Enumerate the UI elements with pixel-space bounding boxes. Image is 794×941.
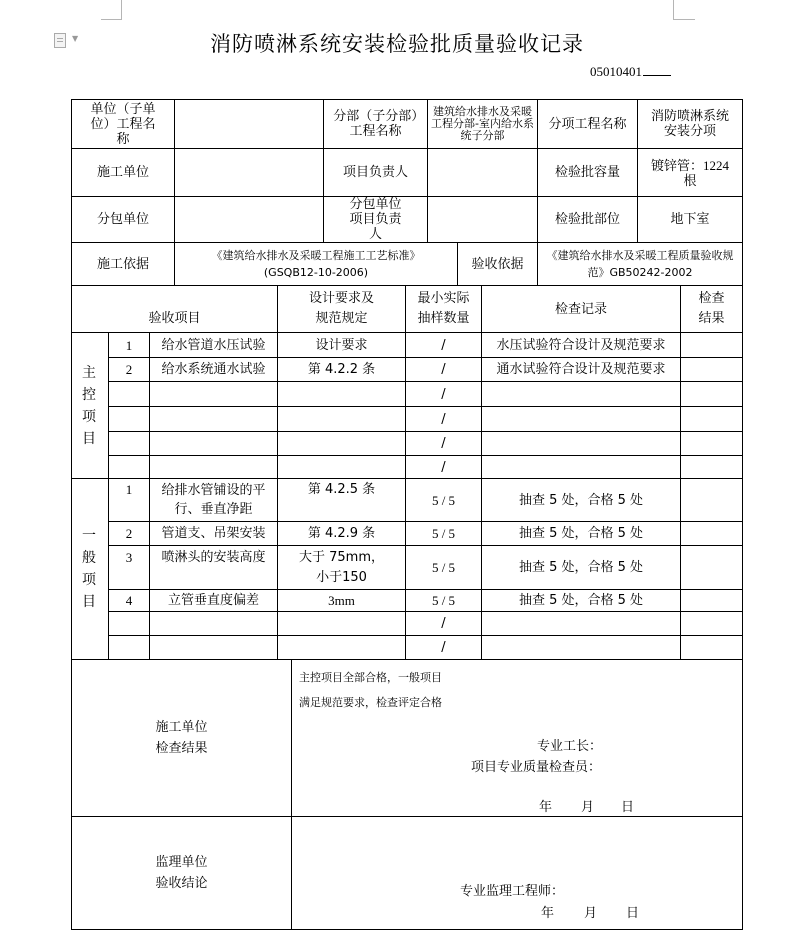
foreman-label: 专业工长： <box>537 739 603 754</box>
main-row-2-design: 第 4.2.2 条 <box>307 362 376 377</box>
main-row-1-result[interactable] <box>681 333 742 357</box>
general-row-3-sample: 5 / 5 <box>431 560 456 575</box>
crop-mark <box>673 19 695 20</box>
main-row-1-design: 设计要求 <box>315 337 368 353</box>
main-row-6-sample: / <box>441 459 446 475</box>
construction-basis-label: 施工依据 <box>96 256 149 272</box>
crop-mark <box>101 19 121 20</box>
column-result: 检查结果 <box>698 291 725 326</box>
sub-project-manager-label: 分包单位项目负责人 <box>349 197 402 242</box>
project-manager-label: 项目负责人 <box>342 165 408 180</box>
batch-location-value[interactable]: 地下室 <box>670 212 710 227</box>
general-row-3-no: 3 <box>125 549 133 565</box>
general-row-1-sample: 5 / 5 <box>431 492 456 508</box>
unit-name-value[interactable] <box>175 100 323 148</box>
crop-mark <box>673 0 674 20</box>
general-row-1-design: 第 4.2.5 条 <box>307 481 376 497</box>
subcontractor-value[interactable] <box>175 197 323 242</box>
general-row-2-no: 2 <box>125 526 133 541</box>
general-row-5-sample: / <box>441 616 446 631</box>
page-title: 消防喷淋系统安装检验批质量验收记录 <box>210 32 584 56</box>
main-control-label: 主控项目 <box>82 364 96 447</box>
general-items-label: 一般项目 <box>82 528 96 610</box>
acceptance-basis-value[interactable]: 《建筑给水排水及采暖工程质量验收规范》GB50242-2002 <box>546 249 734 279</box>
main-row-1-sample: / <box>441 337 446 353</box>
general-row-2-design: 第 4.2.9 条 <box>307 526 376 541</box>
grid-line <box>291 659 292 930</box>
construction-check-label: 施工单位检查结果 <box>155 720 208 756</box>
general-row-3-design: 大于 75mm，小于150 <box>298 549 384 585</box>
general-row-3-result[interactable] <box>681 546 742 589</box>
general-row-2-record[interactable]: 抽查 5 处，合格 5 处 <box>518 526 644 541</box>
general-row-1-no: 1 <box>125 481 133 497</box>
constructor-value[interactable] <box>175 149 323 196</box>
column-sample: 最小实际抽样数量 <box>417 291 470 326</box>
general-row-4-sample: 5 / 5 <box>431 593 456 608</box>
sub-item-name-value[interactable]: 消防喷淋系统安装分项 <box>650 109 729 139</box>
main-row-4-sample: / <box>441 411 446 427</box>
general-row-1-result[interactable] <box>681 479 742 521</box>
main-row-1-name: 给水管道水压试验 <box>161 337 266 353</box>
general-row-4-name: 立管垂直度偏差 <box>167 593 259 608</box>
subcontractor-label: 分包单位 <box>96 212 149 227</box>
general-row-2-result[interactable] <box>681 522 742 545</box>
check-date-year: 年 <box>539 800 553 815</box>
main-row-5-sample: / <box>441 436 446 451</box>
main-row-2-result[interactable] <box>681 358 742 381</box>
batch-capacity-value[interactable]: 镀锌管：1224根 <box>650 157 729 188</box>
form-code: 05010401 <box>590 64 671 80</box>
unit-name-label: 单位（子单位）工程名称 <box>90 101 156 147</box>
acceptance-basis-label: 验收依据 <box>471 256 524 272</box>
supervising-engineer-label: 专业监理工程师： <box>460 884 565 899</box>
general-row-6-sample: / <box>441 640 446 655</box>
general-row-3-record[interactable]: 抽查 5 处，合格 5 处 <box>518 560 644 575</box>
main-row-2-record[interactable]: 通水试验符合设计及规范要求 <box>496 362 666 377</box>
supervision-date-day: 日 <box>626 906 640 921</box>
batch-location-label: 检验批部位 <box>554 212 620 227</box>
general-row-2-sample: 5 / 5 <box>431 526 456 541</box>
column-design: 设计要求及规范规定 <box>308 291 374 326</box>
main-row-2-sample: / <box>441 362 446 377</box>
supervision-conclusion-label: 监理单位验收结论 <box>155 855 208 891</box>
general-row-4-result[interactable] <box>681 590 742 611</box>
general-row-1-record[interactable]: 抽查 5 处，合格 5 处 <box>518 492 644 508</box>
check-comment-line-1[interactable]: 主控项目全部合格，一般项目 <box>299 671 442 684</box>
main-row-3-sample: / <box>441 386 446 402</box>
check-comment-line-2[interactable]: 满足规范要求，检查评定合格 <box>299 696 442 709</box>
batch-capacity-label: 检验批容量 <box>554 165 620 180</box>
general-row-3-name: 喷淋头的安装高度 <box>161 549 266 565</box>
main-row-1-record[interactable]: 水压试验符合设计及规范要求 <box>496 337 666 353</box>
sub-item-name-label: 分项工程名称 <box>548 116 627 132</box>
main-row-2-no: 2 <box>125 362 133 377</box>
sub-project-manager-value[interactable] <box>428 197 537 242</box>
main-row-2-name: 给水系统通水试验 <box>161 362 266 377</box>
main-row-1-no: 1 <box>125 337 133 353</box>
branch-name-value[interactable]: 建筑给水排水及采暖工程分部-室内给水系统子分部 <box>431 105 534 142</box>
general-row-4-record[interactable]: 抽查 5 处，合格 5 处 <box>518 593 644 608</box>
project-manager-value[interactable] <box>428 149 537 196</box>
check-date-month: 月 <box>581 800 595 815</box>
crop-mark <box>121 0 122 20</box>
constructor-label: 施工单位 <box>96 165 149 180</box>
branch-name-label: 分部（子分部）工程名称 <box>333 109 418 139</box>
column-record: 检查记录 <box>554 301 607 317</box>
quality-inspector-label: 项目专业质量检查员： <box>471 760 602 775</box>
supervision-date-year: 年 <box>541 906 555 921</box>
check-date-day: 日 <box>621 800 635 815</box>
chevron-down-icon[interactable]: ▼ <box>72 34 79 43</box>
general-row-4-no: 4 <box>125 593 133 608</box>
general-row-1-name: 给排水管铺设的平行、垂直净距 <box>161 483 266 517</box>
construction-basis-value[interactable]: 《建筑给水排水及采暖工程施工工艺标准》(GSQB12-10-2006) <box>211 249 421 279</box>
general-row-4-design: 3mm <box>328 593 355 608</box>
general-row-2-name: 管道支、吊架安装 <box>161 526 266 541</box>
supervision-date-month: 月 <box>584 906 598 921</box>
column-item: 验收项目 <box>148 310 201 326</box>
